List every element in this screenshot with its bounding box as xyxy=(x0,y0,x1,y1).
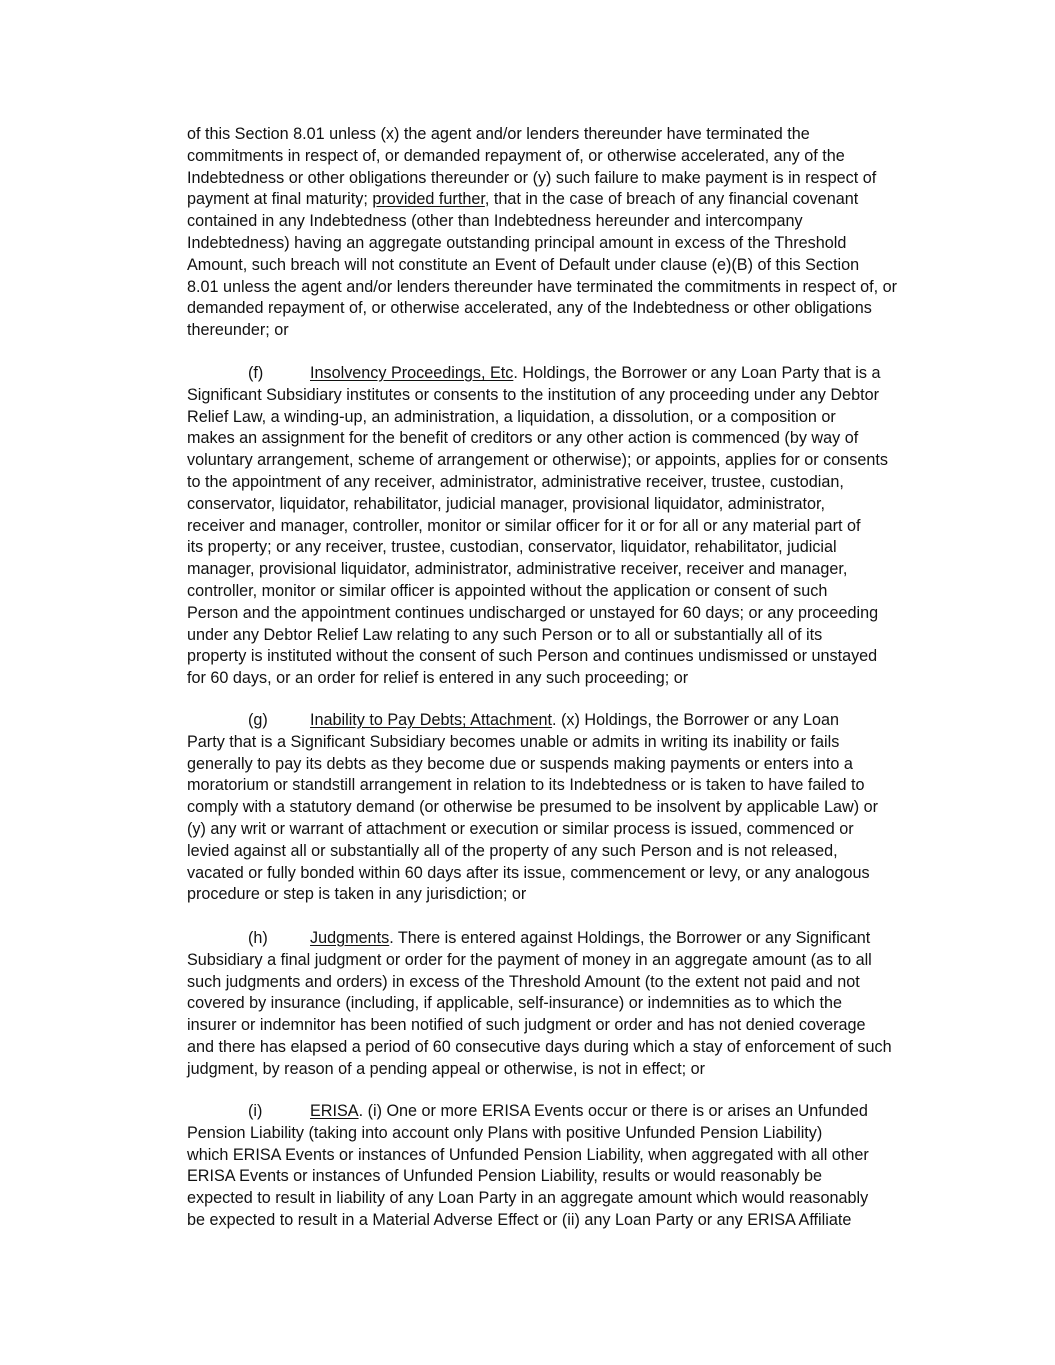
text-line: Subsidiary a final judgment or order for the payment of money in an aggregate amount (as to all xyxy=(187,950,872,969)
text-line: moratorium or standstill arrangement in relation to its Indebtedness or is taken to have failed to xyxy=(187,776,865,795)
text-line: under any Debtor Relief Law relating to any such Person or to all or substantially all of its xyxy=(187,625,823,644)
paragraph-f xyxy=(187,363,932,690)
text-line: of this Section 8.01 unless (x) the agent and/or lenders thereunder have terminated the xyxy=(187,125,810,143)
text-line: levied against all or substantially all of the property of any such Person and is not released, xyxy=(187,841,838,860)
text-line: demanded repayment of, or otherwise accelerated, any of the Indebtedness or other obligations xyxy=(187,299,872,318)
text-line: expected to result in liability of any Loan Party in an aggregate amount which would reasonably xyxy=(187,1189,869,1208)
text-fragment: . There is entered against Holdings, the Borrower or any Significant xyxy=(389,929,871,947)
paragraph-e-continuation xyxy=(187,124,932,342)
text-line: 8.01 unless the agent and/or lenders thereunder have terminated the commitments in respect of, or xyxy=(187,277,897,296)
text-fragment: . (i) One or more ERISA Events occur or there is or arises an Unfunded xyxy=(358,1102,868,1120)
text-line: covered by insurance (including, if applicable, self-insurance) or indemnities as to which the xyxy=(187,994,843,1013)
text-line: ERISA Events or instances of Unfunded Pension Liability, results or would reasonably be xyxy=(187,1167,822,1186)
text-line xyxy=(187,189,932,211)
text-line: conservator, liquidator, rehabilitator, judicial manager, provisional liquidator, administrator, xyxy=(187,494,825,513)
paragraph-i xyxy=(187,1101,932,1232)
text-line: such judgments and orders) in excess of the Threshold Amount (to the extent not paid and not xyxy=(187,972,860,991)
text-line: Pension Liability (taking into account only Plans with positive Unfunded Pension Liability) xyxy=(187,1123,823,1142)
section-heading: Insolvency Proceedings, Etc xyxy=(310,364,514,382)
section-enumerator: (g) xyxy=(248,711,268,729)
paragraph-first-line xyxy=(187,363,932,385)
paragraph-g xyxy=(187,710,932,906)
text-line: Indebtedness) having an aggregate outstanding principal amount in excess of the Threshold xyxy=(187,233,847,252)
paragraph-first-line xyxy=(187,710,932,732)
text-line: receiver and manager, controller, monitor or similar officer for it or for all or any material part of xyxy=(187,516,861,535)
text-line: its property; or any receiver, trustee, custodian, conservator, liquidator, rehabilitator, judicial xyxy=(187,538,837,557)
text-line: to the appointment of any receiver, administrator, administrative receiver, trustee, custodian, xyxy=(187,472,844,491)
paragraph-first-line xyxy=(187,928,932,950)
section-heading: Inability to Pay Debts; Attachment xyxy=(310,711,553,729)
text-line: makes an assignment for the benefit of creditors or any other action is commenced (by way of xyxy=(187,429,859,448)
text-line: Relief Law, a winding-up, an administration, a liquidation, a dissolution, or a composition or xyxy=(187,407,836,426)
text-line: Person and the appointment continues undischarged or unstayed for 60 days; or any proceeding xyxy=(187,603,879,622)
paragraph-first-line xyxy=(187,1101,932,1123)
text-line: property is instituted without the consent of such Person and continues undismissed or unstayed xyxy=(187,647,878,666)
section-heading: ERISA xyxy=(310,1102,359,1120)
text-line: insurer or indemnitor has been notified of such judgment or order and has not denied coverage xyxy=(187,1016,866,1035)
text-line: voluntary arrangement, scheme of arrangement or otherwise); or appoints, applies for or consents xyxy=(187,451,888,470)
text-line: generally to pay its debts as they become due or suspends making payments or enters into a xyxy=(187,754,853,773)
text-fragment: payment at final maturity; xyxy=(187,190,373,209)
text-line: thereunder; or xyxy=(187,321,289,340)
text-line: contained in any Indebtedness (other than Indebtedness hereunder and intercompany xyxy=(187,212,803,231)
text-line: Indebtedness or other obligations thereunder or (y) such failure to make payment is in respect of xyxy=(187,168,877,187)
text-line: Party that is a Significant Subsidiary becomes unable or admits in writing its inability or fails xyxy=(187,732,840,751)
text-line: comply with a statutory demand (or otherwise be presumed to be insolvent by applicable Law) or xyxy=(187,798,879,817)
text-line: Amount, such breach will not constitute an Event of Default under clause (e)(B) of this Section xyxy=(187,255,860,274)
text-line: judgment, by reason of a pending appeal or otherwise, is not in effect; or xyxy=(187,1059,706,1078)
text-line: Significant Subsidiary institutes or consents to the institution of any proceeding under any Debtor xyxy=(187,385,879,404)
text-line: controller, monitor or similar officer is appointed without the application or consent of such xyxy=(187,581,828,600)
text-line: be expected to result in a Material Adverse Effect or (ii) any Loan Party or any ERISA Affiliate xyxy=(187,1210,852,1229)
section-heading: Judgments xyxy=(310,929,390,947)
text-fragment: . (x) Holdings, the Borrower or any Loan xyxy=(552,711,840,729)
provided-further-term: provided further xyxy=(372,190,485,209)
section-enumerator: (h) xyxy=(248,929,268,947)
paragraph-h xyxy=(187,928,932,1081)
text-fragment: . Holdings, the Borrower or any Loan Party that is a xyxy=(513,364,881,382)
text-line: and there has elapsed a period of 60 consecutive days during which a stay of enforcement of such xyxy=(187,1037,892,1056)
text-line: vacated or fully bonded within 60 days after its issue, commencement or levy, or any analogous xyxy=(187,863,870,882)
text-line: which ERISA Events or instances of Unfunded Pension Liability, when aggregated with all other xyxy=(187,1145,869,1164)
text-line: procedure or step is taken in any jurisdiction; or xyxy=(187,885,527,904)
text-line: commitments in respect of, or demanded repayment of, or otherwise accelerated, any of the xyxy=(187,146,845,165)
section-enumerator: (f) xyxy=(248,364,264,382)
text-line: manager, provisional liquidator, administrator, administrative receiver, receiver and manager, xyxy=(187,560,848,579)
text-line: for 60 days, or an order for relief is entered in any such proceeding; or xyxy=(187,669,689,688)
section-enumerator: (i) xyxy=(248,1102,263,1120)
text-fragment: , that in the case of breach of any financial covenant xyxy=(484,190,859,209)
text-line: (y) any writ or warrant of attachment or execution or similar process is issued, commenced or xyxy=(187,819,854,838)
